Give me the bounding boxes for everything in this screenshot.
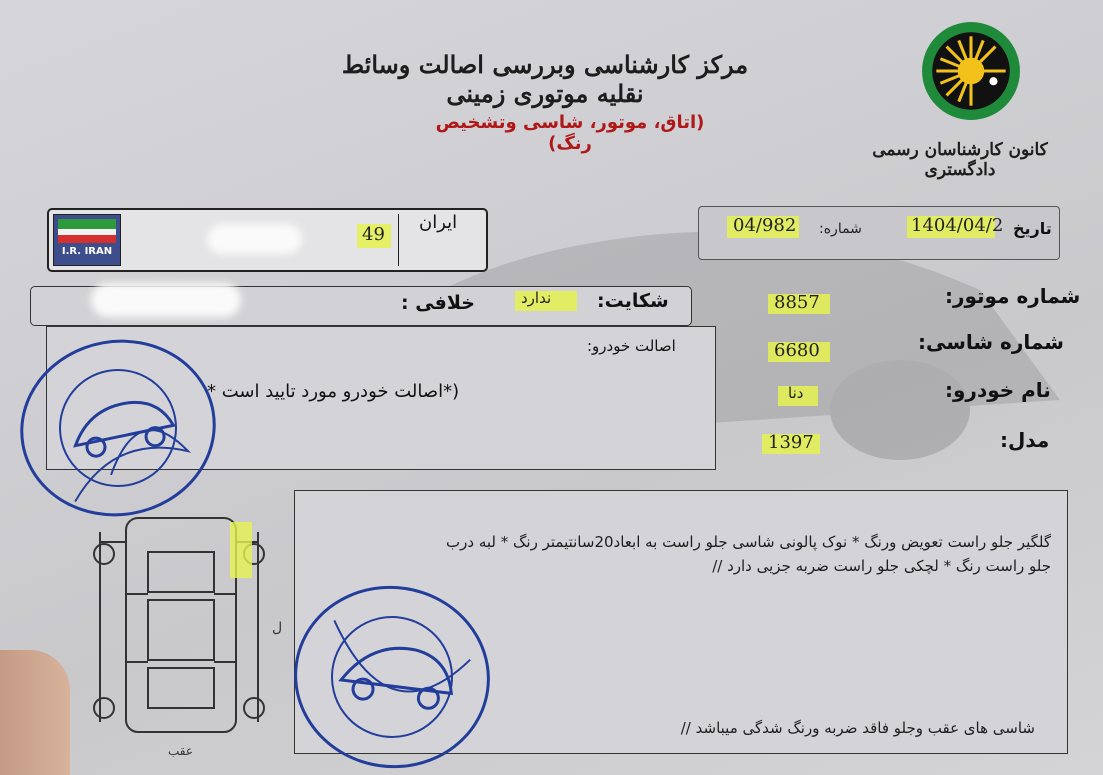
chassis-value: 6680 (774, 340, 820, 361)
license-plate (47, 208, 488, 272)
model-label: مدل: (1000, 428, 1050, 452)
organization-name: کانون کارشناسان رسمی دادگستری (872, 140, 1048, 180)
diagram-side-label: ل (272, 620, 283, 636)
complaint-label: شکایت: (597, 290, 669, 312)
complaint-value: ندارد (521, 289, 552, 307)
sun-emblem-icon (920, 20, 1022, 122)
vehicle-name-label: نام خودرو: (945, 378, 1051, 402)
violation-label: خلافی : (401, 292, 475, 314)
date-label: تاریخ (1013, 219, 1052, 238)
chassis-label: شماره شاسی: (918, 330, 1064, 354)
official-stamp-bottom (282, 573, 501, 775)
car-damage-diagram (86, 512, 272, 744)
date-number-box (698, 206, 1060, 260)
engine-value: 8857 (774, 292, 820, 313)
photo-thumb (0, 650, 70, 775)
iran-flag-icon (53, 214, 121, 266)
authenticity-label: اصالت خودرو: (587, 337, 676, 355)
plate-region (399, 210, 483, 268)
diagram-rear-label: عقب (168, 744, 194, 758)
stamp-car-icon (10, 328, 227, 528)
stamp-car-icon (286, 577, 499, 775)
plate-region-label: ایران (419, 212, 458, 233)
country-code: I.R. IRAN (61, 246, 113, 257)
authenticity-text: (*اصالت خودرو مورد تایید است * (207, 381, 460, 402)
notes-line-2: جلو راست رنگ * لچکی جلو راست ضربه جزیی دارد // (712, 557, 1051, 575)
complaint-box (30, 286, 692, 326)
official-stamp-left (6, 324, 230, 531)
plate-region-number: 49 (362, 224, 385, 245)
notes-line-1: گلگیر جلو راست تعویض ورنگ * نوک پالونی شاسی جلو راست به ابعاد20سانتیمتر رنگ * لبه درب (446, 533, 1051, 551)
number-value: 04/982 (733, 215, 797, 236)
plate-main-area (122, 214, 399, 266)
redacted-owner-info (91, 283, 241, 317)
redacted-plate-number (207, 224, 302, 254)
model-value: 1397 (768, 432, 814, 453)
number-label: شماره: (819, 221, 862, 237)
center-subtitle: (اتاق، موتور، شاسی وتشخیص رنگ) (435, 112, 705, 154)
date-value: 1404/04/2 (911, 215, 1004, 236)
vehicle-name-value: دنا (788, 384, 804, 402)
engine-label: شماره موتور: (945, 284, 1081, 308)
notes-footer: شاسی های عقب وجلو فاقد ضربه ورنگ شدگی میباشد // (680, 719, 1035, 737)
center-title: مرکز کارشناسی وبررسی اصالت وسائط نقلیه موتوری زمینی (341, 50, 749, 108)
